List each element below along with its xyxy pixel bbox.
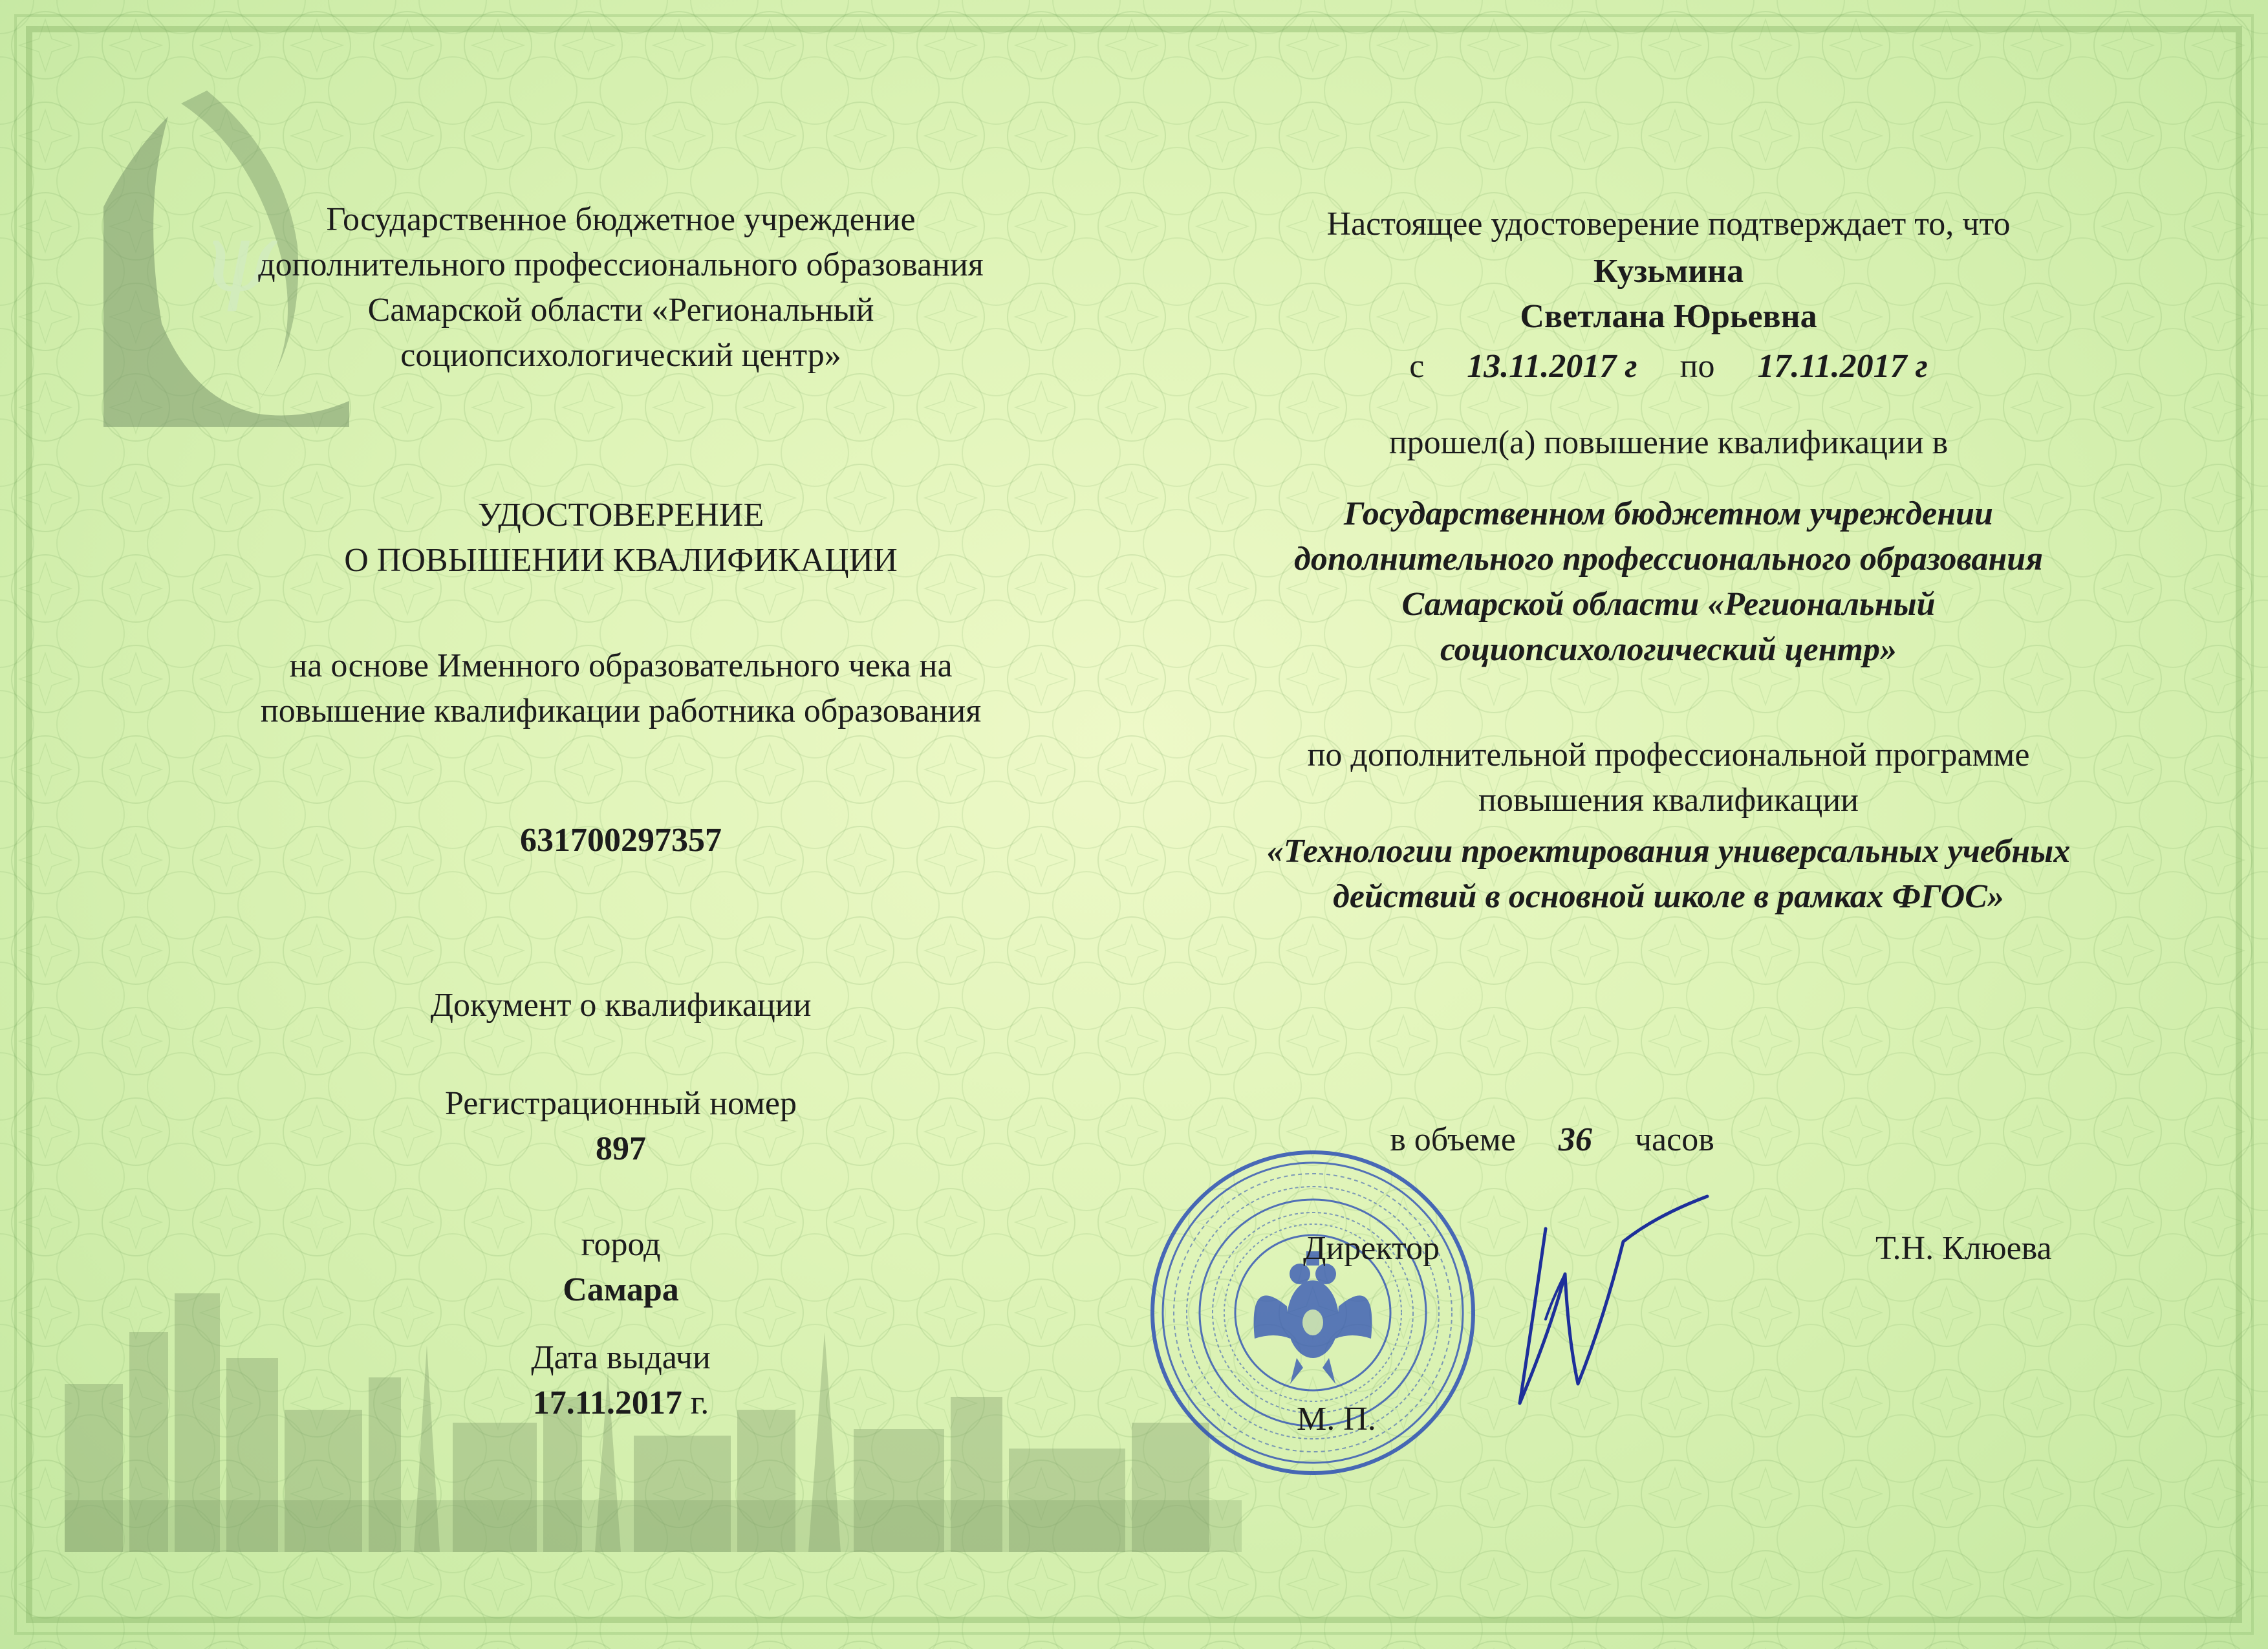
- recipient-given-names: Светлана Юрьевна: [1520, 298, 1817, 335]
- program-intro-line: по дополнительной профессиональной программе: [1307, 737, 2030, 773]
- program-intro: [1183, 733, 2154, 823]
- title-line: УДОСТОВЕРЕНИЕ: [477, 497, 764, 534]
- basis-text: [168, 643, 1074, 734]
- title-line: О ПОВЫШЕНИИ КВАЛИФИКАЦИИ: [344, 542, 898, 579]
- registration-block: [233, 1081, 1009, 1172]
- from-word: с: [1409, 348, 1425, 385]
- to-word: по: [1679, 348, 1715, 385]
- org-line: Самарской области «Региональный: [1401, 586, 1936, 623]
- hours-prefix: в объеме: [1390, 1121, 1516, 1158]
- director-label: Директор: [1303, 1230, 1440, 1267]
- basis-line: на основе Именного образовательного чека на: [289, 647, 953, 684]
- date-to: 17.11.2017 г: [1757, 348, 1928, 385]
- director-signature: [1507, 1190, 1714, 1410]
- registration-number: 897: [596, 1130, 646, 1167]
- hours-value: 36: [1558, 1121, 1592, 1158]
- program-title-line: «Технологии проектирования универсальных учебных: [1266, 833, 2071, 870]
- training-period: [1280, 344, 2057, 389]
- training-organization: [1183, 491, 2154, 673]
- org-line: Государственном бюджетном учреждении: [1344, 495, 1993, 532]
- director-name: Т.Н. Клюева: [1875, 1230, 2052, 1267]
- seal-place-label: М. П.: [1297, 1401, 1376, 1438]
- confirmation-intro: Настоящее удостоверение подтверждает то, что: [1326, 206, 2011, 242]
- svg-text:ψ: ψ: [200, 202, 277, 314]
- issuer-line: Государственное бюджетное учреждение: [326, 201, 916, 238]
- check-number: 631700297357: [520, 822, 722, 859]
- issue-date-suffix: г.: [690, 1385, 709, 1421]
- issuer-line: социопсихологический центр»: [400, 337, 841, 374]
- hours-suffix: часов: [1634, 1121, 1714, 1158]
- issuer-line: Самарской области «Региональный: [367, 292, 874, 329]
- issue-date-block: [233, 1335, 1009, 1426]
- issuer-line: дополнительного профессионального образования: [258, 246, 984, 283]
- org-line: дополнительного профессионального образования: [1294, 541, 2043, 577]
- registration-label: Регистрационный номер: [445, 1085, 797, 1122]
- date-from: 13.11.2017 г: [1467, 348, 1637, 385]
- recipient-surname: Кузьмина: [1593, 253, 1744, 290]
- document-label: Документ о квалификации: [430, 987, 812, 1024]
- program-intro-line: повышения квалификации: [1478, 782, 1859, 819]
- city-label: город: [581, 1226, 661, 1263]
- org-line: социопсихологический центр»: [1440, 631, 1897, 668]
- document-title: [233, 493, 1009, 583]
- program-title-line: действий в основной школе в рамках ФГОС»: [1333, 878, 2004, 915]
- basis-line: повышение квалификации работника образования: [260, 693, 982, 729]
- issuer-institution: [233, 197, 1009, 378]
- issue-date-value: 17.11.2017: [532, 1385, 682, 1421]
- city-value: Самара: [563, 1271, 679, 1308]
- issue-date-label: Дата выдачи: [531, 1339, 711, 1376]
- program-title: [1183, 829, 2154, 920]
- recipient-name: [1280, 249, 2057, 339]
- passed-text: прошел(а) повышение квалификации в: [1388, 424, 1949, 461]
- city-block: [233, 1222, 1009, 1313]
